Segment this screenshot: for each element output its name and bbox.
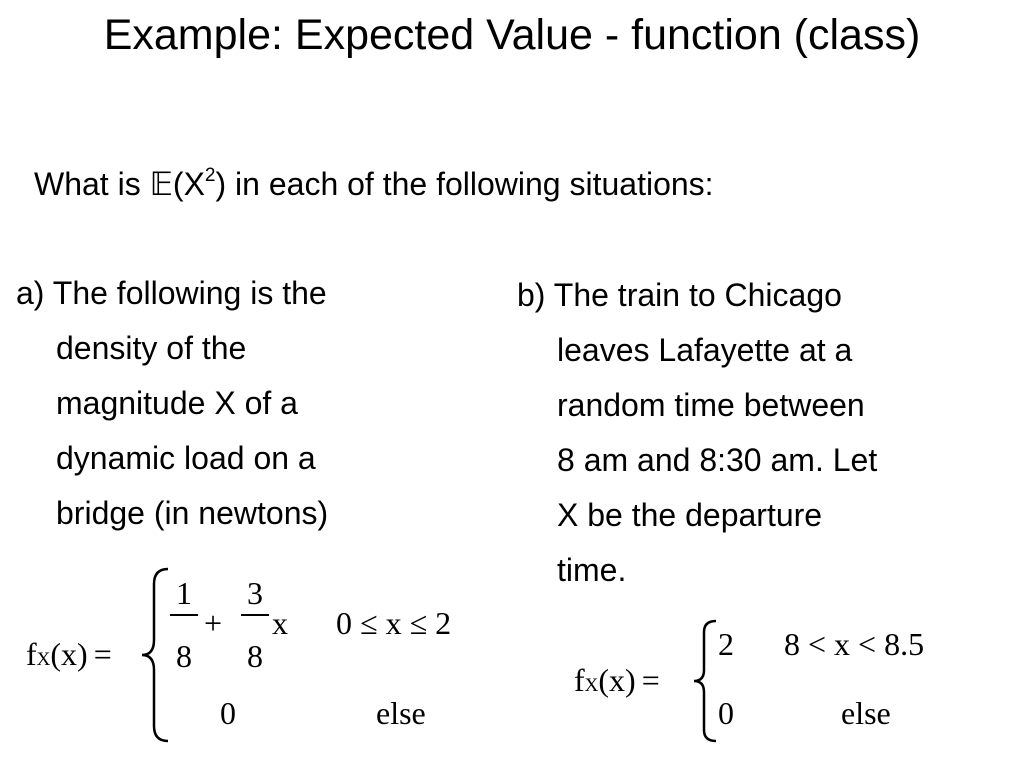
fraction-bar — [241, 614, 269, 616]
question-exponent: 2 — [204, 165, 216, 186]
part-a-line: a) The following is the — [16, 275, 327, 311]
fraction-numerator: 1 — [176, 575, 192, 611]
part-a-line: magnitude X of a — [56, 385, 298, 421]
case2-condition: else — [841, 695, 891, 731]
pdf-label-b — [574, 664, 660, 696]
func-symbol: f — [26, 636, 37, 672]
part-a-line: dynamic load on a — [56, 440, 316, 476]
variable-x: x — [272, 605, 288, 641]
fraction-denominator: 8 — [247, 638, 263, 674]
plus-sign: + — [204, 605, 223, 641]
pdf-label-a — [26, 638, 112, 670]
part-a-line: density of the — [56, 330, 247, 366]
part-b-line: time. — [557, 552, 627, 588]
case2-value: 0 — [718, 695, 734, 731]
func-subscript: X — [36, 649, 51, 670]
slide-title: Example: Expected Value - function (class) — [103, 11, 921, 59]
left-brace-icon — [690, 618, 720, 744]
part-b-line: 8 am and 8:30 am. Let — [557, 442, 878, 478]
part-a-description — [16, 266, 328, 541]
case2-condition: else — [376, 695, 426, 731]
part-b-line: X be the departure — [557, 497, 823, 533]
case1-value: 2 — [718, 626, 734, 662]
part-b-description — [517, 268, 877, 598]
equals-sign: = — [93, 636, 112, 672]
part-b-line: leaves Lafayette at a — [557, 332, 853, 368]
question-text — [34, 162, 714, 206]
case1-condition: 8 < x < 8.5 — [784, 626, 925, 662]
fraction-numerator: 3 — [247, 575, 263, 611]
equals-sign: = — [641, 662, 660, 698]
question-suffix: ) in each of the following situations: — [215, 166, 714, 202]
expectation-symbol: 𝔼 — [149, 165, 173, 203]
func-argument: (x) — [598, 662, 636, 698]
question-middle: (X — [172, 166, 205, 202]
part-b-line: random time between — [557, 387, 865, 423]
part-b-line: b) The train to Chicago — [517, 277, 842, 313]
case1-condition: 0 ≤ x ≤ 2 — [336, 605, 452, 641]
fraction-bar — [170, 614, 198, 616]
fraction-denominator: 8 — [176, 638, 192, 674]
func-subscript: X — [584, 675, 599, 696]
left-brace-icon — [138, 566, 172, 744]
question-prefix: What is — [34, 166, 150, 202]
func-symbol: f — [574, 662, 585, 698]
func-argument: (x) — [50, 636, 88, 672]
part-a-line: bridge (in newtons) — [56, 495, 329, 531]
case2-value: 0 — [220, 695, 236, 731]
